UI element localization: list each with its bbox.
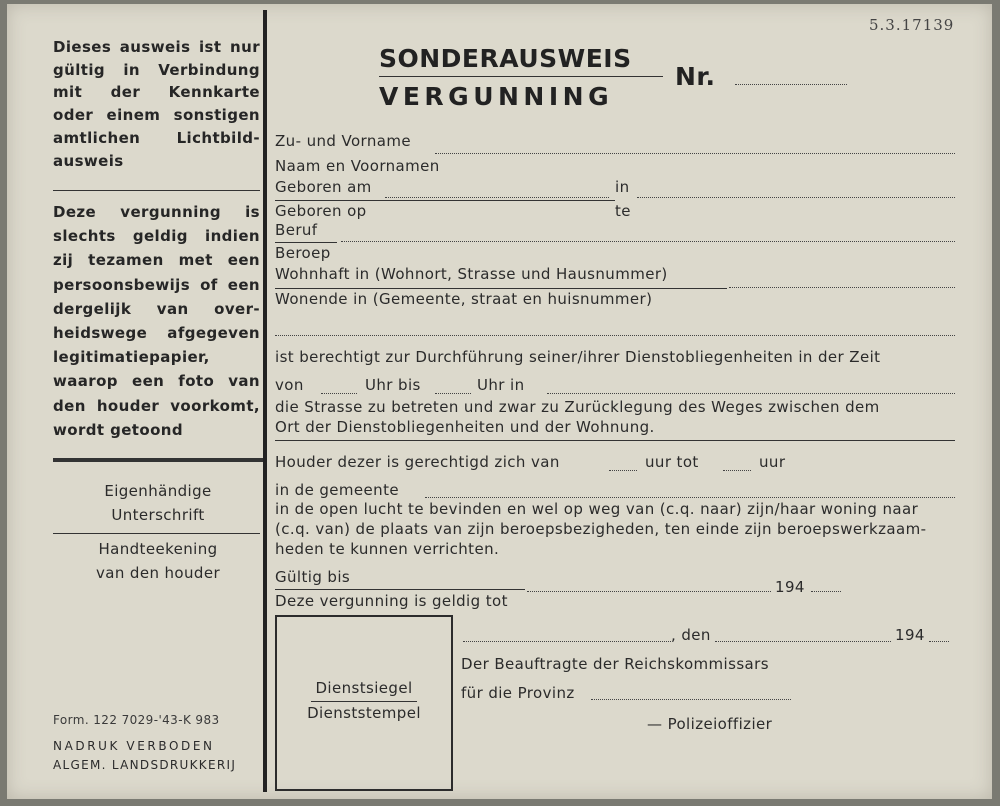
dutch-text-2: (c.q. van) de plaats van zijn beroepsbezigheden, ten einde zijn beroepswerkzaam- [275,520,927,538]
address-field-2[interactable] [275,335,955,336]
notice-line: wordt getoond [53,420,183,439]
title-dutch: VERGUNNING [379,82,614,111]
year-prefix-2: 194 [895,626,925,644]
signature-label-de-2: Unterschrift [111,506,205,524]
birth-label-de: Geboren am [275,178,372,196]
address-label-de: Wohnhaft in (Wohnort, Strasse und Hausnummer) [275,265,668,283]
field-underline [275,200,615,201]
time-to-field[interactable] [435,393,471,394]
year-field[interactable] [811,591,841,592]
archive-number: 5.3.17139 [869,16,955,34]
birthplace-label-de: in [615,178,630,196]
hours-label: uur [759,453,786,471]
place-of-issue-field[interactable] [463,641,671,642]
notice-line: heidswege afgegeven [53,324,260,343]
job-field[interactable] [341,241,955,242]
permission-text-3: die Strasse zu betreten und zwar zu Zurücklegung des Weges zwischen dem [275,398,880,416]
algem-landsdrukkerij: ALGEM. LANDSDRUKKERIJ [53,758,237,772]
notice-line: zij tezamen met een [53,251,260,270]
notice-line: waarop een foto van [53,372,260,391]
time-from-field[interactable] [321,393,357,394]
commissioner-label: Der Beauftragte der Reichskommissars [461,655,769,673]
notice-line: legitimatiepapier, [53,348,210,367]
signature-label-nl-1: Handteekening [98,540,218,558]
hours-to-label: uur tot [645,453,699,471]
address-field[interactable] [729,287,955,288]
form-number: Form. 122 7029-'43-K 983 [53,713,220,727]
hours-to-field[interactable] [723,470,751,471]
year-prefix: 194 [775,578,805,596]
birthplace-field[interactable] [637,197,955,198]
time-from-label: von [275,376,304,394]
valid-until-label-nl: Deze vergunning is geldig tot [275,592,508,610]
date-label: , den [671,626,711,644]
german-notice [53,36,260,172]
notice-line: mit der Kennkarte [53,83,260,102]
title-german: SONDERAUSWEIS [379,44,632,73]
signature-label-de-1: Eigenhändige [104,482,212,500]
valid-until-underline [275,589,525,590]
divider [53,190,260,191]
signature-divider [53,533,260,534]
year-field-2[interactable] [929,641,949,642]
notice-line: slechts geldig indien [53,227,260,246]
date-field[interactable] [715,641,891,642]
notice-line: ausweis [53,151,124,170]
section-rule [275,440,955,441]
police-officer-label: — Polizeioffizier [647,715,773,733]
holder-text: Houder dezer is gerechtigd zich van [275,453,560,471]
stamp-label-de: Dienstsiegel [315,679,413,697]
thick-divider [53,458,263,462]
address-label-nl: Wonende in (Gemeente, straat en huisnummer) [275,290,653,308]
field-underline [275,242,337,243]
permission-text-4: Ort der Dienstobliegenheiten und der Wohnung. [275,418,655,436]
name-label-nl: Naam en Voornamen [275,157,440,175]
time-to-label: Uhr bis [365,376,421,394]
notice-line: den houder voorkomt, [53,396,260,415]
permission-text-1: ist berechtigt zur Durchführung seiner/ihrer Dienstobliegenheiten in der Zeit [275,348,881,366]
stamp-label-nl: Dienststempel [307,704,421,722]
field-underline [275,288,727,289]
column-divider [263,10,267,792]
stamp-box [275,615,453,791]
province-field[interactable] [591,699,791,700]
notice-line: gültig in Verbindung [53,60,260,79]
signature-label-nl-2: van den houder [95,564,221,582]
valid-until-label-de: Gültig bis [275,568,351,586]
dutch-notice [53,200,260,442]
stamp-divider [311,701,417,702]
notice-line: persoonsbewijs of een [53,275,260,294]
notice-line: Dieses ausweis ist nur [53,38,260,56]
identity-card [7,4,992,799]
title-rule [379,76,663,77]
name-field[interactable] [435,153,955,154]
notice-line: oder einem sonstigen [53,106,260,125]
municipality-field[interactable] [425,497,955,498]
nadruk-verboden: NADRUK VERBODEN [53,739,215,753]
municipality-label: in de gemeente [275,481,399,499]
name-label-de: Zu- und Vorname [275,132,411,150]
valid-until-field[interactable] [527,591,771,592]
dutch-text-3: heden te kunnen verrichten. [275,540,500,558]
number-label: Nr. [675,62,716,91]
birth-label-nl: Geboren op [275,202,367,220]
notice-line: dergelijk van over- [53,299,260,318]
job-label-nl: Beroep [275,244,331,262]
place-field[interactable] [547,393,955,394]
birth-date-field[interactable] [385,197,609,198]
notice-line: Deze vergunning is [53,203,260,221]
place-label: Uhr in [477,376,525,394]
dutch-text-1: in de open lucht te bevinden en wel op weg van (c.q. naar) zijn/haar woning naar [275,500,919,518]
number-field[interactable] [735,84,847,85]
notice-line: amtlichen Lichtbild- [53,128,260,147]
province-label: für die Provinz [461,684,575,702]
hours-from-field[interactable] [609,470,637,471]
birthplace-label-nl: te [615,202,631,220]
job-label-de: Beruf [275,221,318,239]
